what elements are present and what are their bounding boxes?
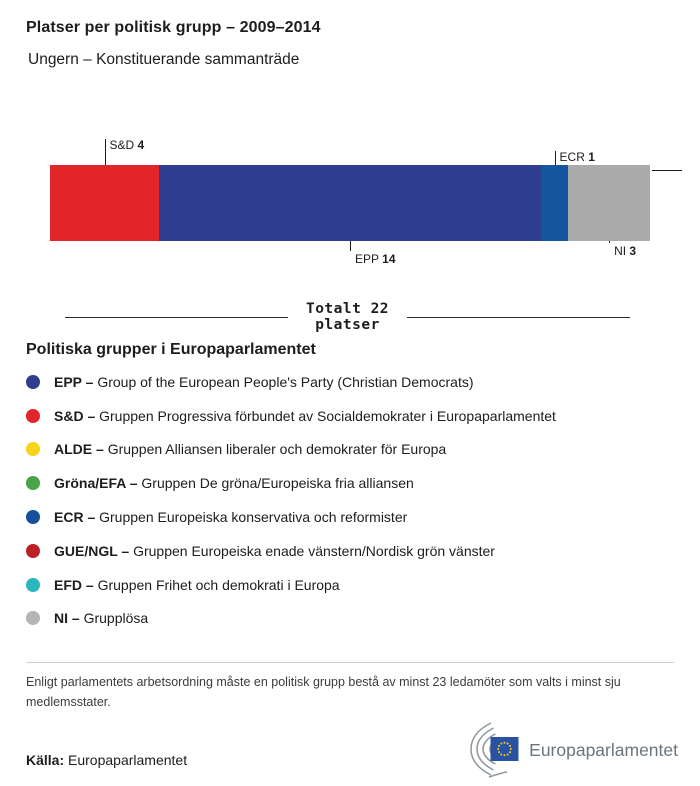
logo-text: Europaparlamentet	[529, 739, 678, 760]
legend-label-0: EPP – Group of the European People's Party (Christian Democrats)	[54, 373, 474, 390]
legend-dot-5	[26, 544, 40, 558]
bar-tick-NI	[609, 241, 610, 243]
legend-item-7	[26, 602, 676, 636]
bar-tick-ECR	[555, 151, 556, 165]
legend-dot-3	[26, 476, 40, 490]
bar-segment-S&D	[50, 165, 159, 241]
bar-segment-ECR	[541, 165, 568, 241]
legend-item-2	[26, 433, 676, 467]
legend-label-3: Gröna/EFA – Gruppen De gröna/Europeiska fria alliansen	[54, 475, 414, 492]
bar-segment-NI	[568, 165, 650, 241]
bar-label-EPP: EPP 14	[355, 252, 396, 266]
legend-item-0	[26, 365, 676, 399]
seat-distribution-chart	[50, 137, 650, 269]
legend-item-3	[26, 466, 676, 500]
legend-dot-1	[26, 409, 40, 423]
legend-dot-2	[26, 442, 40, 456]
legend-item-1	[26, 399, 676, 433]
total-line1: Totalt 22	[305, 301, 390, 317]
bar-tick-EPP	[350, 241, 351, 251]
legend-label-2: ALDE – Gruppen Alliansen liberaler och demokrater för Europa	[54, 441, 447, 458]
legend-item-4	[26, 500, 676, 534]
total-rule-left	[65, 317, 288, 318]
legend-dot-7	[26, 611, 40, 625]
bar-label-S&D: S&D 4	[109, 138, 145, 152]
bar-tick-S&D	[105, 139, 106, 165]
total-divider	[65, 301, 630, 333]
bar-label-ECR: ECR 1	[559, 150, 595, 164]
bar-segment-EPP	[159, 165, 541, 241]
page-subtitle: Ungern – Konstituerande sammanträde	[28, 51, 300, 68]
source-label: Källa:	[26, 752, 65, 768]
total-line2: platser	[315, 317, 380, 333]
source-value: Europaparlamentet	[68, 752, 188, 768]
legend-item-5	[26, 534, 676, 568]
europarl-logo	[443, 720, 678, 780]
footer-divider	[26, 662, 674, 663]
legend-label-1: S&D – Gruppen Progressiva förbundet av Socialdemokrater i Europaparlamentet	[54, 407, 556, 424]
legend-dot-4	[26, 510, 40, 524]
legend-label-5: GUE/NGL – Gruppen Europeiska enade vänstern/Nordisk grön vänster	[54, 542, 495, 559]
legend-label-6: EFD – Gruppen Frihet och demokrati i Europa	[54, 576, 340, 593]
chart-edge-line	[652, 170, 682, 171]
legend-heading: Politiska grupper i Europaparlamentet	[26, 341, 316, 358]
legend-dot-6	[26, 578, 40, 592]
legend-dot-0	[26, 375, 40, 389]
page-title: Platser per politisk grupp – 2009–2014	[26, 19, 321, 36]
legend-item-6	[26, 568, 676, 602]
footnote: Enligt parlamentets arbetsordning måste en politisk grupp bestå av minst 23 ledamöter som valts i minst sju medlemsstater.	[26, 675, 621, 709]
bar-label-NI: NI 3	[614, 244, 637, 258]
legend-label-4: ECR – Gruppen Europeiska konservativa och reformister	[54, 509, 408, 526]
legend-label-7: NI – Grupplösa	[54, 610, 149, 627]
source-line	[26, 752, 187, 768]
seat-bar	[50, 165, 650, 241]
legend-list	[26, 365, 676, 635]
eu-flag-logo-icon	[443, 722, 523, 778]
total-rule-right	[407, 317, 630, 318]
total-seats-label	[306, 301, 389, 333]
